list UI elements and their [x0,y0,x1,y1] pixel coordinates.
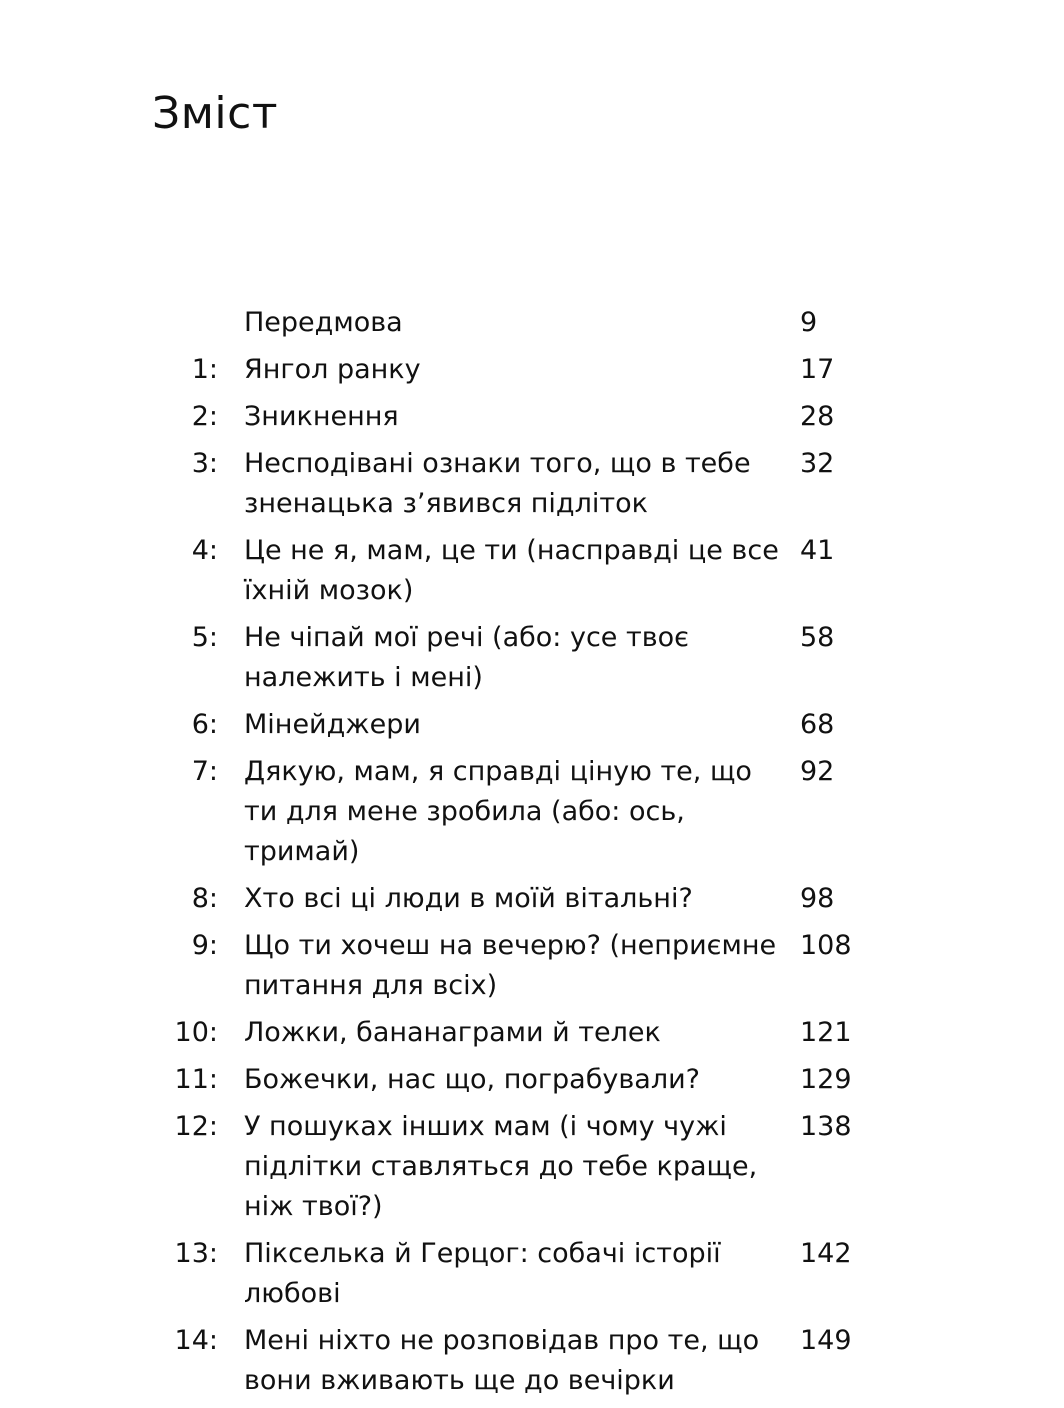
toc-entry-page: 58 [800,622,835,653]
toc-entry-number: 1: [191,354,218,385]
toc-entry-page: 68 [800,709,835,740]
toc-entry-number: 12: [174,1111,218,1142]
toc-entry-number: 9: [191,930,218,961]
toc-entry-number: 8: [191,883,218,914]
toc-entry-number: 4: [191,535,218,566]
toc-entry-title: Передмова [244,307,403,338]
toc-entry-title: Пікселька й Герцог: собачі історії любові [244,1238,721,1309]
table-of-contents [150,303,910,1408]
toc-entry-title: Мені ніхто не розповідав про те, що вони вживають ще до вечірки [244,1325,760,1396]
toc-entry [150,444,910,524]
toc-entry-page: 92 [800,756,835,787]
toc-entry-page: 17 [800,354,835,385]
toc-entry-page: 129 [800,1064,852,1095]
toc-entry-title: Це не я, мам, це ти (насправді це все їхній мозок) [244,535,779,606]
toc-entry-number: 10: [174,1017,218,1048]
toc-entry-page: 108 [800,930,852,961]
toc-entry [150,350,910,390]
toc-entry [150,1234,910,1314]
toc-entry-number: 2: [191,401,218,432]
toc-entry-title: Дякую, мам, я справді ціную те, що ти для мене зробила (або: ось, тримай) [244,756,752,867]
toc-entry-page: 98 [800,883,835,914]
toc-entry [150,397,910,437]
toc-entry-page: 28 [800,401,835,432]
toc-entry [150,926,910,1006]
toc-entry-title: Мінейджери [244,709,421,740]
toc-entry-number: 13: [174,1238,218,1269]
toc-entry-title: Янгол ранку [244,354,421,385]
toc-entry [150,1321,910,1401]
toc-entry-page: 9 [800,307,818,338]
toc-entry [150,1060,910,1100]
toc-entry [150,531,910,611]
toc-entry-number: 14: [174,1325,218,1356]
toc-entry-title: Зникнення [244,401,399,432]
toc-entry-page: 121 [800,1017,852,1048]
toc-entry [150,752,910,872]
toc-entry [150,1013,910,1053]
toc-entry-title: Хто всі ці люди в моїй вітальні? [244,883,693,914]
toc-entry-page: 32 [800,448,835,479]
toc-entry-page: 138 [800,1111,852,1142]
toc-entry [150,303,910,343]
toc-entry-page: 142 [800,1238,852,1269]
toc-entry-title: Божечки, нас що, пограбували? [244,1064,700,1095]
toc-entry-number: 6: [191,709,218,740]
toc-entry-title: У пошуках інших мам (і чому чужі підлітки ставляться до тебе краще, ніж твої?) [244,1111,758,1222]
toc-entry-number: 11: [174,1064,218,1095]
toc-entry [150,1107,910,1227]
toc-entry-title: Ложки, бананаграми й телек [244,1017,661,1048]
toc-entry-number: 3: [191,448,218,479]
toc-entry [150,705,910,745]
toc-entry-title: Несподівані ознаки того, що в тебе зненацька з’явився підліток [244,448,751,519]
toc-entry-number: 5: [191,622,218,653]
page-title: Зміст [152,88,278,139]
toc-entry-page: 149 [800,1325,852,1356]
toc-entry-number: 7: [191,756,218,787]
toc-entry-title: Не чіпай мої речі (або: усе твоє належить і мені) [244,622,689,693]
toc-entry [150,618,910,698]
toc-entry [150,879,910,919]
toc-entry-title: Що ти хочеш на вечерю? (неприємне питання для всіх) [244,930,777,1001]
toc-entry-page: 41 [800,535,835,566]
